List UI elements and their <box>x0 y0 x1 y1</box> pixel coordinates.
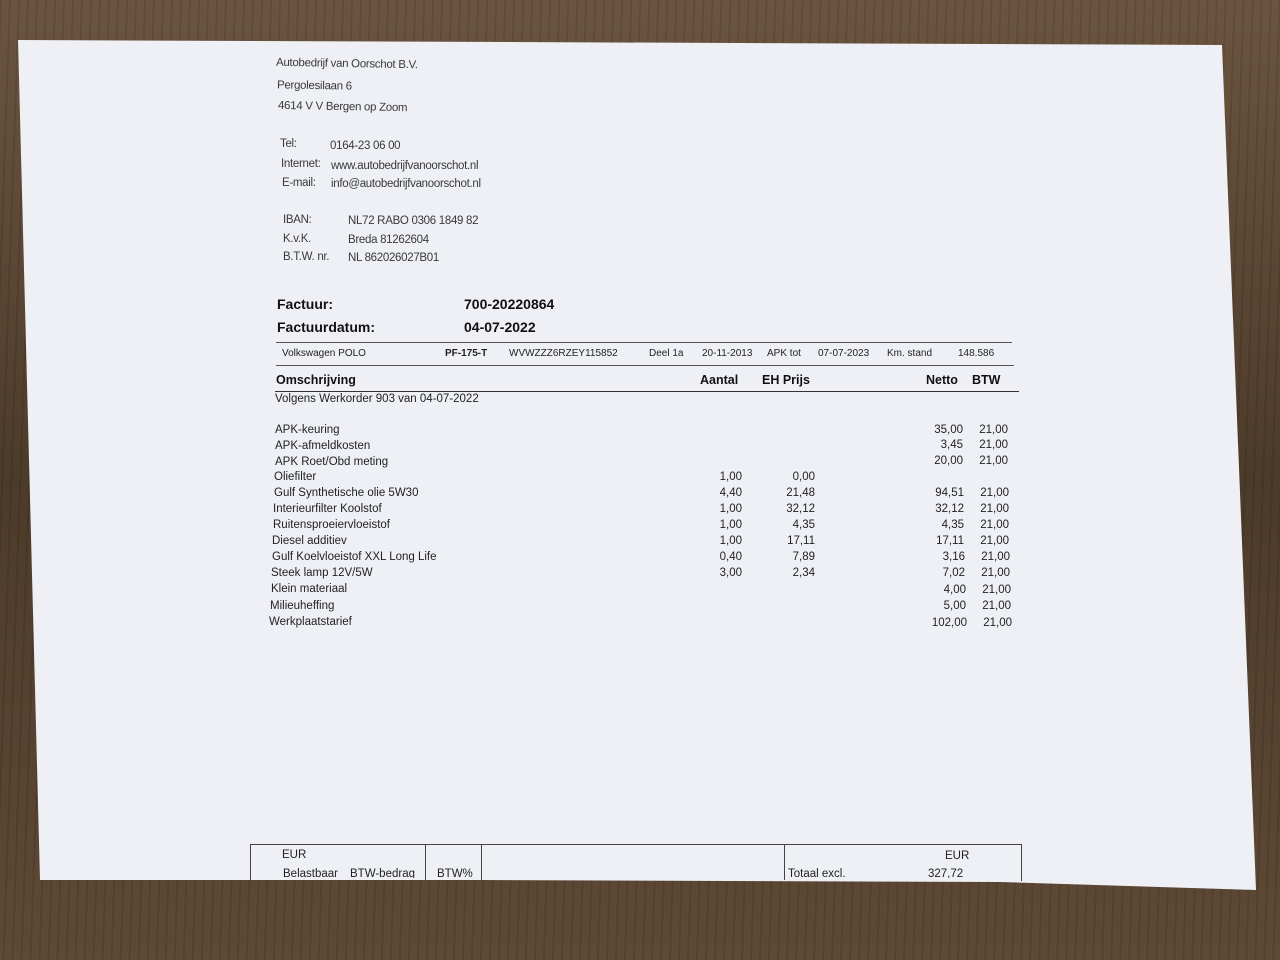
line-price: 21,48 <box>786 487 815 499</box>
line-vat: 21,00 <box>979 455 1008 467</box>
line-desc: Oliefilter <box>274 471 317 483</box>
company-name: Autobedrijf van Oorschot B.V. <box>275 56 418 72</box>
footer-eur-left: EUR <box>282 849 307 861</box>
tel-label: Tel: <box>280 138 297 150</box>
vehicle-bottom-rule <box>276 365 1014 366</box>
kvk-label: K.v.K. <box>283 233 312 245</box>
kvk-value: Breda 81262604 <box>348 234 429 246</box>
line-vat: 21,00 <box>982 600 1011 612</box>
line-vat: 21,00 <box>982 584 1011 596</box>
line-net: 32,12 <box>935 503 964 515</box>
line-desc: Gulf Synthetische olie 5W30 <box>274 487 419 499</box>
factuur-number: 700-20220864 <box>464 296 555 312</box>
btw-nr-value: NL 862026027B01 <box>348 252 439 264</box>
line-desc: Gulf Koelvloeistof XXL Long Life <box>272 551 437 563</box>
apk-label: APK tot <box>767 348 801 359</box>
vehicle-plate: PF-175-T <box>445 348 488 359</box>
company-street: Pergolesilaan 6 <box>276 79 352 93</box>
line-desc: Ruitensproeiervloeistof <box>273 519 390 531</box>
vehicle-top-rule <box>276 342 1012 343</box>
footer-btw-bedrag: BTW-bedrag <box>350 868 415 878</box>
line-price: 2,34 <box>792 567 815 579</box>
line-vat: 21,00 <box>979 424 1008 436</box>
line-vat: 21,00 <box>981 551 1010 563</box>
line-vat: 21,00 <box>980 519 1009 531</box>
footer-belastbaar: Belastbaar <box>283 868 338 878</box>
factuurdatum-value: 04-07-2022 <box>464 319 536 335</box>
line-desc: Steek lamp 12V/5W <box>271 567 373 579</box>
line-desc: Interieurfilter Koolstof <box>273 503 382 515</box>
line-price: 32,12 <box>786 503 815 515</box>
line-qty: 1,00 <box>719 471 742 483</box>
footer-cutoff-row <box>0 868 1280 878</box>
footer-eur-right: EUR <box>945 850 970 862</box>
line-vat: 21,00 <box>980 535 1009 547</box>
apk-value: 07-07-2023 <box>818 348 870 359</box>
deel-value: 20-11-2013 <box>702 348 753 359</box>
col-omschrijving: Omschrijving <box>276 373 356 387</box>
line-net: 35,00 <box>934 424 963 436</box>
vehicle-model: Volkswagen POLO <box>282 348 366 359</box>
iban-value: NL72 RABO 0306 1849 82 <box>348 215 479 227</box>
factuurdatum-label: Factuurdatum: <box>277 319 375 335</box>
line-net: 5,00 <box>943 600 966 612</box>
line-qty: 4,40 <box>719 487 742 499</box>
line-vat: 21,00 <box>983 617 1012 629</box>
line-desc: Werkplaatstarief <box>269 616 352 628</box>
line-vat: 21,00 <box>979 439 1008 451</box>
line-net: 3,16 <box>942 551 965 563</box>
iban-label: IBAN: <box>283 214 312 226</box>
line-desc: APK-keuring <box>275 424 340 436</box>
line-price: 4,35 <box>792 519 815 531</box>
col-netto: Netto <box>926 373 958 387</box>
line-net: 4,35 <box>941 519 964 531</box>
footer-totaal: Totaal excl. <box>788 868 846 878</box>
col-eh-prijs: EH Prijs <box>762 373 810 387</box>
footer-totaal-value: 327,72 <box>928 868 964 878</box>
line-vat: 21,00 <box>981 567 1010 579</box>
line-price: 17,11 <box>787 535 815 547</box>
line-desc: APK-afmeldkosten <box>275 440 371 452</box>
internet-value: www.autobedrijfvanoorschot.nl <box>331 160 479 172</box>
km-value: 148.586 <box>958 348 995 359</box>
deel-label: Deel 1a <box>649 348 684 359</box>
vehicle-vin: WVWZZZ6RZEY115852 <box>509 348 618 359</box>
line-qty: 1,00 <box>719 503 742 515</box>
factuur-label: Factuur: <box>277 296 333 312</box>
line-qty: 1,00 <box>719 519 742 531</box>
footer-btw-pct: BTW% <box>437 868 473 878</box>
line-desc: Milieuheffing <box>270 600 335 612</box>
line-net: 3,45 <box>940 439 963 451</box>
work-order-reference: Volgens Werkorder 903 van 04-07-2022 <box>275 393 479 405</box>
line-desc: Diesel additiev <box>272 535 347 547</box>
line-qty: 3,00 <box>719 567 742 579</box>
line-desc: Klein materiaal <box>271 583 348 595</box>
line-net: 102,00 <box>931 617 967 629</box>
line-net: 20,00 <box>934 455 963 467</box>
line-price: 0,00 <box>792 471 815 483</box>
btw-nr-label: B.T.W. nr. <box>283 251 330 263</box>
email-value: info@autobedrijfvanoorschot.nl <box>331 178 481 190</box>
line-vat: 21,00 <box>980 503 1009 515</box>
tel-value: 0164-23 06 00 <box>330 140 401 152</box>
line-qty: 0,40 <box>719 551 742 563</box>
line-vat: 21,00 <box>980 487 1009 499</box>
line-price: 7,89 <box>792 551 815 563</box>
km-label: Km. stand <box>887 348 933 359</box>
line-net: 7,02 <box>942 567 965 579</box>
line-qty: 1,00 <box>719 535 742 547</box>
col-aantal: Aantal <box>700 373 739 387</box>
internet-label: Internet: <box>281 158 321 170</box>
line-net: 94,51 <box>935 487 964 499</box>
header-rule <box>275 391 1019 392</box>
col-btw: BTW <box>972 373 1001 387</box>
company-city: 4614 V V Bergen op Zoom <box>277 99 408 115</box>
line-net: 17,11 <box>936 535 964 547</box>
line-desc: APK Roet/Obd meting <box>275 456 389 468</box>
line-net: 4,00 <box>943 584 966 596</box>
email-label: E-mail: <box>282 177 316 189</box>
